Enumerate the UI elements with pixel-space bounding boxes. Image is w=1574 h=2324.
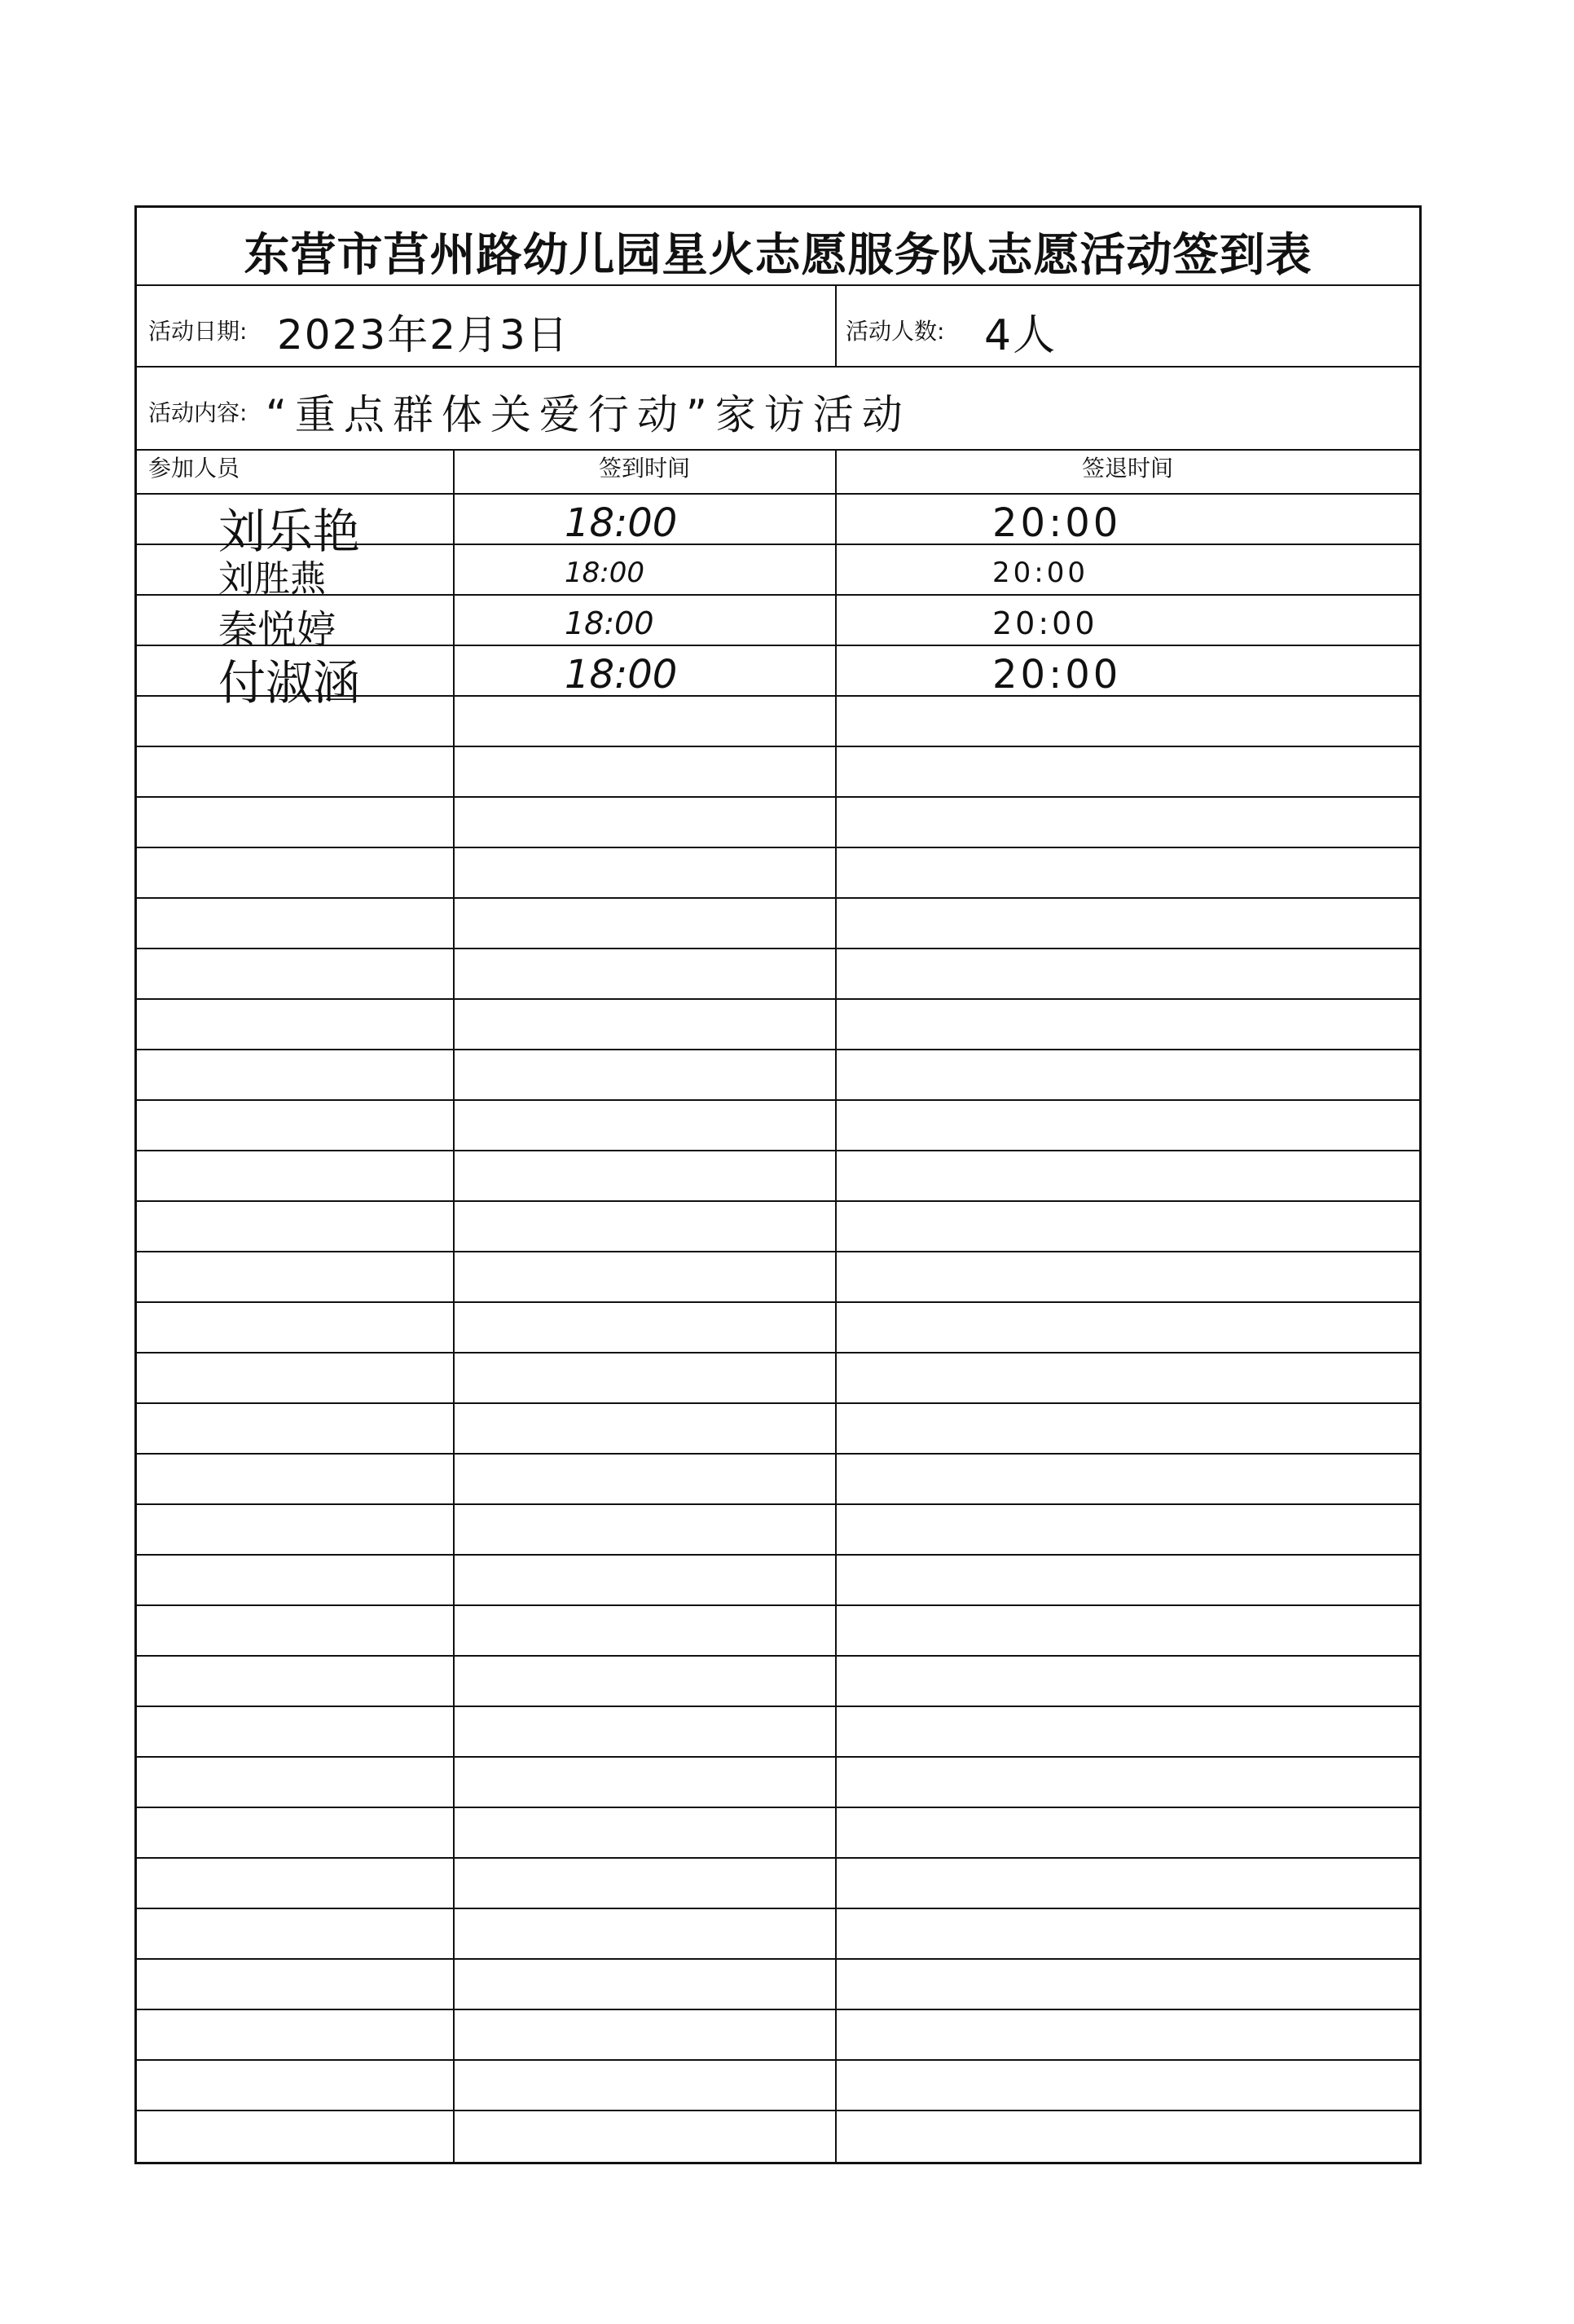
table-row <box>137 1303 1419 1353</box>
header-participants: 参加人员 <box>148 455 240 482</box>
table-row <box>137 1252 1419 1303</box>
sign-out-time: 20:00 <box>992 500 1122 546</box>
participant-name: 秦悦婷 <box>218 607 336 653</box>
info-row-content <box>137 368 1419 451</box>
table-row <box>137 1455 1419 1505</box>
sign-in-time: 18:00 <box>565 557 644 589</box>
table-row <box>137 596 1419 653</box>
table-row <box>137 646 1419 711</box>
participant-name: 刘乐艳 <box>218 504 361 559</box>
sheet-title: 东营市莒州路幼儿园星火志愿服务队志愿活动签到表 <box>244 228 1312 282</box>
title-row <box>137 208 1419 286</box>
table-row <box>137 1758 1419 1808</box>
table-row <box>137 798 1419 848</box>
participant-count-label: 活动人数: <box>846 318 945 345</box>
table-row <box>137 2061 1419 2111</box>
sign-in-time: 18:00 <box>565 500 678 546</box>
info-row-date-count <box>137 286 1419 368</box>
sign-in-sheet <box>134 205 1422 2164</box>
table-row <box>137 1505 1419 1556</box>
sign-out-time: 20:00 <box>992 557 1088 589</box>
column-divider-1 <box>453 451 455 2162</box>
table-row <box>137 747 1419 798</box>
participant-name: 刘胜燕 <box>218 558 326 600</box>
table-row <box>137 495 1419 559</box>
sign-out-time: 20:00 <box>992 652 1122 698</box>
column-divider-2 <box>835 451 837 2162</box>
table-row <box>137 1151 1419 1202</box>
table-row <box>137 1808 1419 1859</box>
table-row <box>137 1606 1419 1657</box>
activity-date-value: 2023年2月3日 <box>277 311 569 359</box>
table-row <box>137 2010 1419 2061</box>
table-header <box>137 451 1419 495</box>
table-row <box>137 1202 1419 1252</box>
table-row <box>137 1707 1419 1758</box>
activity-date-label: 活动日期: <box>148 318 248 345</box>
table-row <box>137 949 1419 1000</box>
table-row <box>137 848 1419 899</box>
sign-in-time: 18:00 <box>565 605 654 641</box>
table-row <box>137 1859 1419 1909</box>
table-row <box>137 1050 1419 1101</box>
table-row <box>137 1404 1419 1455</box>
table-row <box>137 2111 1419 2162</box>
table-row <box>137 1353 1419 1404</box>
attendance-table <box>137 451 1419 2162</box>
activity-content-value: “重点群体关爱行动”家访活动 <box>266 391 911 438</box>
table-row <box>137 697 1419 747</box>
participant-count-value: 4人 <box>984 311 1057 360</box>
table-row <box>137 1657 1419 1707</box>
table-row <box>137 1556 1419 1606</box>
sign-in-time: 18:00 <box>565 652 678 698</box>
table-row <box>137 899 1419 949</box>
header-sign-in-time: 签到时间 <box>598 455 690 482</box>
sign-out-time: 20:00 <box>992 605 1098 641</box>
table-row <box>137 1000 1419 1050</box>
header-sign-out-time: 签退时间 <box>1081 455 1173 482</box>
table-row <box>137 1960 1419 2010</box>
table-row <box>137 545 1419 600</box>
info-divider <box>835 286 837 366</box>
activity-content-label: 活动内容: <box>148 399 248 426</box>
participant-name: 付淑涵 <box>218 655 361 711</box>
table-row <box>137 1909 1419 1960</box>
table-row <box>137 1101 1419 1151</box>
